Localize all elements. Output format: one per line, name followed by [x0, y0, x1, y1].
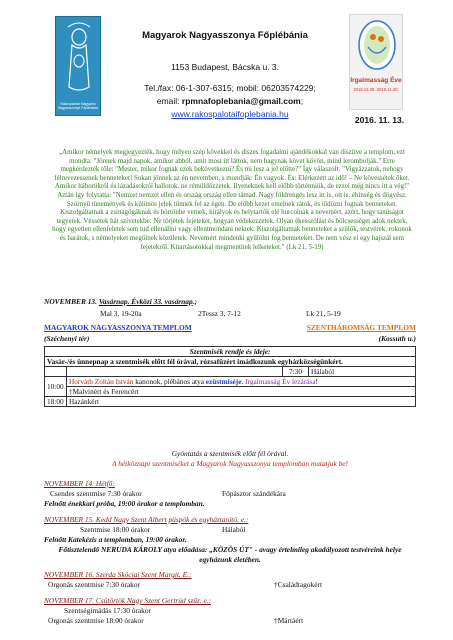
email-label: email: [156, 96, 182, 106]
parish-logo-text: Rakospalotai Magyarok Nagyasszonya Főplébánia [58, 102, 98, 110]
email-suffix: ; [300, 96, 304, 106]
reading-1: Mal 3, 19-20a [100, 309, 142, 318]
mass-intention-cell [67, 377, 416, 387]
list-item [44, 616, 416, 626]
day-note: Felnőtt Katekézis a templomban, 19:00 órakor. [44, 535, 187, 544]
day-block-tuesday [44, 514, 416, 564]
mass-schedule-table [44, 346, 416, 407]
mass-info: Orgonás szentmise 7:30 órakor [48, 580, 141, 589]
day-title: NOVEMBER 16. Szerda Skóciai Szent Margit. E.: [44, 570, 192, 579]
mass-table-header: Szentmisék rendje és ideje: [45, 347, 416, 357]
list-item [44, 606, 416, 616]
mass-intention: Főpásztor szándékára [222, 489, 286, 498]
parish-logo [55, 16, 101, 116]
table-row [45, 357, 416, 367]
year-of-mercy-logo [349, 14, 403, 110]
intention-end: ! [315, 377, 318, 386]
weekday-mass-note: A hétköznapi szentmiséket a Magyarok Nagyasszonya templomban mutatjuk be! [111, 459, 349, 468]
lecture-announcement: Főtisztelendő NERUDA KÁROLY atya előadása: „KÖZÖS ÚT" - avagy értelmileg akadályozott testvéreink helye egyházunk életében. [58, 545, 402, 564]
churches-header [44, 323, 416, 345]
mass-right-intention-cell: Hálaból [309, 367, 416, 377]
parish-address: 1153 Budapest, Bácska u. 3. [170, 62, 280, 72]
intention-text: kanonok, plébános atya [133, 377, 206, 386]
page-header [0, 0, 453, 132]
sunday-title-name: Vasárnap. Évközi 33. vasárnap [98, 297, 193, 306]
sunday-title [44, 297, 416, 306]
mass-info: Szentmise 18:00 órakor [80, 525, 151, 534]
day-title: NOVEMBER 15. Kedd Nagy Szent Albert püspök és egyháztanító. e.: [44, 515, 249, 524]
mass-table-note: Vasár-/és ünnepnap a szentmisék előtt fél órával, rózsafüzért imádkozunk egyházközségünkért. [45, 357, 416, 367]
list-item [44, 489, 416, 499]
church-right-name: SZENTHÁROMSÁG TEMPLOM [306, 323, 416, 332]
mass-time-cell: 10:00 [45, 377, 67, 397]
email-address[interactable]: rpmnafoplebania@gmail.com [181, 96, 301, 106]
table-row [45, 367, 416, 377]
bulletin-date: 2016. 11. 13. [354, 115, 405, 125]
day-block-monday [44, 478, 416, 509]
mass-intention-cell [67, 367, 283, 377]
gospel-quote: „Amikor némelyek megjegyezték, hogy milyen szép kövekkel és díszes fogadalmi ajándékokkal van díszítve a templom, ezt mondta: "Jönnek majd napok, amikor abból, amit most itt láttok, nem hagynak követ kövön, mind lerombolják." Erre megkérdezték tőle: "Mester, mikor fognak ezek bekövetkezni? És mi lesz a jel előtte?" Így válaszolt: "Vigyázzatok, nehogy félrevezessenek benneteket! Sokan jönnek az én nevemben, s mondják: Én vagyok. És: Elérkezett az idő! – Ne kövessétek őket. Amikor háborúkról és lázadásokról hallotok, ne rémüldözzetek. Ilyeneknek kell előbb történniük, de ezzel még nincs itt a vég!" Aztán így folytatta: "Nemzet nemzet ellen és ország ország ellen támad. Nagy földrengés lesz itt is, ott is, éhínség és dögvész. Szörnyű tünemények és különös jelek tűnnek fel az égen. De előbb kezet emelnek rátok, és üldözni fognak benneteket. Kiszolgáltatnak a zsinagógáknak és börtönbe vetnek, királyok és helytartók elé hurcolnak a nevemért, azért, hogy tanúságot tegyetek. Véssétek hát szívetekbe: Ne törjétek fejeteket, hogyan védekezzetek. Olyan ékesszólást és bölcsességet adok nektek, hogy egyetlen ellenfeletek sem tud ellenállni vagy ellentmondani nektek. Kiszolgáltatnak benneteket a szülők, testvérek, rokonok és barátok, s némelyeket megölnek közületek. Nevemért mindenki gyűlölni fog benneteket. De nem vész el egy hajszál sem fejetekről. Kitartásotokkal megmentitek lelketeket." (Lk 21, 5-19) [52, 148, 412, 251]
mass-info: Szentségimádás 17:30 órakor [64, 606, 152, 615]
table-row [45, 397, 416, 407]
church-right-location: (Kossuth u.) [378, 334, 416, 343]
church-left-location: (Széchenyi tér) [44, 334, 90, 343]
list-item [44, 580, 416, 590]
mercy-year-closing-text: Irgalmasság Év lezárása [245, 377, 316, 386]
intention-sep: . [241, 377, 246, 386]
mass-intention-cell: †Malvinért és Ferencért [67, 387, 416, 397]
table-row [45, 387, 416, 397]
mercy-emblem-icon [350, 15, 404, 75]
reading-2: 2Tessz 3, 7-12 [198, 309, 241, 318]
mass-intention: Hálaból [222, 525, 246, 534]
mass-time-cell: 18:00 [45, 397, 67, 407]
day-title: NOVEMBER 14. Hétfő: [44, 479, 115, 488]
parish-title: Magyarok Nagyasszonya Főplébánia [142, 30, 308, 41]
mass-info: Csendes szentmise 7:30 órakor [50, 489, 142, 498]
day-note: Felnőtt énekkari próba, 19:00 órakor a templomban. [44, 499, 205, 508]
mass-intention: †Családtagokért [274, 580, 323, 589]
sunday-title-date: NOVEMBER 13. [44, 297, 99, 306]
sunday-title-suffix: .; [192, 297, 197, 306]
mass-intention-cell: Hazánkért [67, 397, 416, 407]
silver-mass-text: ezüstmiséje [205, 377, 242, 386]
parish-website-link[interactable]: www.rakospalotaifoplebania.hu [171, 109, 289, 119]
mass-time-cell [45, 367, 67, 377]
priest-name: Horváth Zoltán István [69, 377, 134, 386]
parish-email-line [110, 96, 350, 106]
table-row [45, 347, 416, 357]
table-row [45, 377, 416, 387]
mass-info: Orgonás szentmise 18:00 órakor [48, 616, 144, 625]
mass-right-time-cell: 7:30 [283, 367, 309, 377]
day-block-wednesday [44, 569, 416, 590]
parish-phone: Tel./fax: 06-1-307-6315; mobil: 06203574229; [144, 83, 316, 93]
day-title: NOVEMBER 17. Csütörtök Nagy Szent Gertrúd szűz. e.: [44, 596, 212, 605]
weekday-schedule [44, 478, 416, 626]
mass-intention: †Mártáért [274, 616, 304, 625]
confession-note: Gyóntatás a szentmisék előtt fél órával. [171, 449, 289, 458]
sunday-section [44, 297, 416, 318]
list-item [44, 525, 416, 535]
reading-3: Lk 21, 5-19 [306, 309, 341, 318]
mercy-dates: 2015.12.08.-2016.11.20. [353, 87, 399, 92]
church-left-name: MAGYAROK NAGYASSZONYA TEMPLOM [44, 323, 192, 332]
day-block-thursday [44, 595, 416, 626]
mercy-title: Irgalmasság Éve [350, 77, 402, 84]
